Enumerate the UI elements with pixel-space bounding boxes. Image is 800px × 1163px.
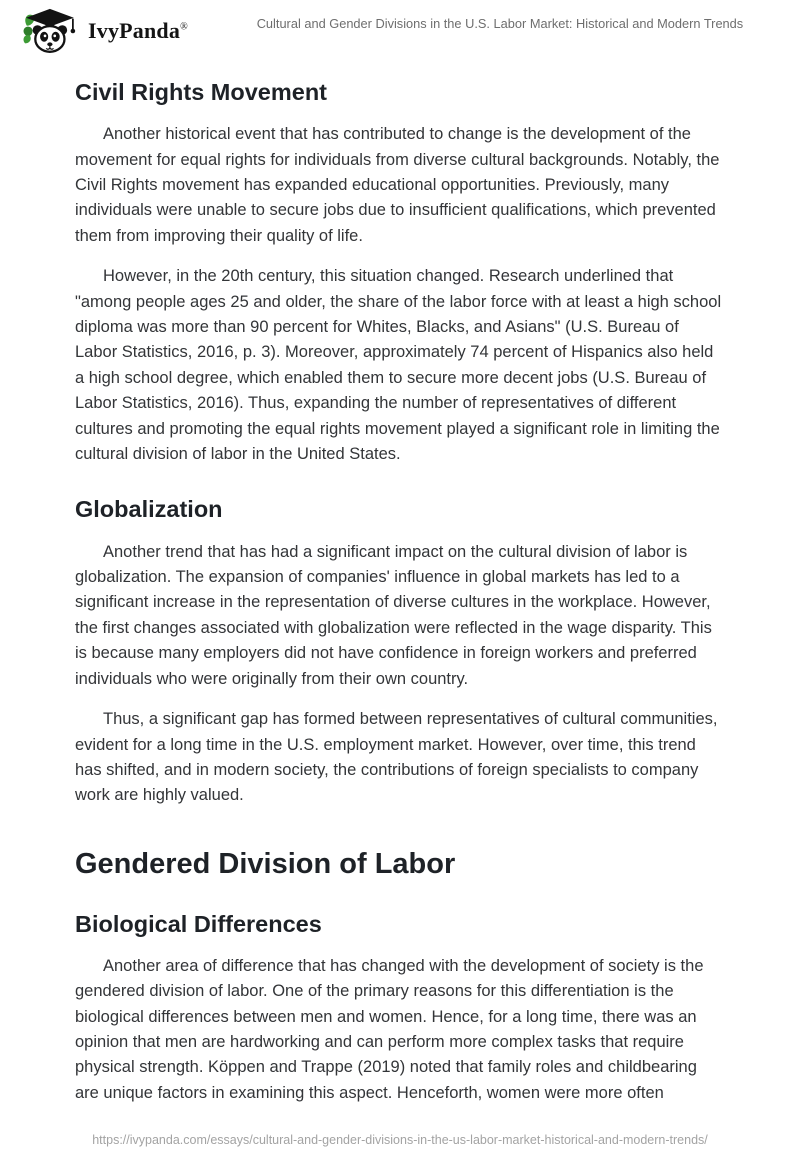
- section-heading-civil-rights-movement: Civil Rights Movement: [75, 79, 328, 105]
- paragraph: Another area of difference that has changed with the development of society is the gendered division of labor. One of the primary reasons for this differentiation is the biological differences between men and women. Hence, for a long time, there was an opinion that men are hardworking and can perform more complex tasks that require physical strength. Köppen and Trappe (2019) noted that family roles and childbearing are unique factors in examining this aspect. Henceforth, women were more often: [75, 956, 704, 1102]
- brand-name: IvyPanda®: [88, 18, 188, 43]
- page-footer: [0, 1121, 800, 1163]
- source-url: https://ivypanda.com/essays/cultural-and-gender-divisions-in-the-us-labor-market-historical-and-modern-trends/: [92, 1133, 708, 1148]
- page-header: [0, 0, 800, 56]
- panda-graduation-cap-icon: [18, 8, 80, 54]
- registered-mark: ®: [180, 21, 188, 33]
- section-heading-biological-differences: Biological Differences: [75, 910, 322, 937]
- document-body: [0, 56, 800, 1121]
- document-title-header: Cultural and Gender Divisions in the U.S. Labor Market: Historical and Modern Trends: [256, 16, 744, 31]
- paragraph: Another historical event that has contributed to change is the development of the movement for equal rights for individuals from diverse cultural backgrounds. Notably, the Civil Rights movement has expanded educational opportunities. Previously, many individuals were unable to secure jobs due to insufficient qualifications, which prevented them from improving their quality of life.: [75, 125, 720, 245]
- paragraph: Thus, a significant gap has formed between representatives of cultural communities, evident for a long time in the U.S. employment market. However, over time, this trend has shifted, and in modern society, the contributions of foreign specialists to company work are highly valued.: [75, 710, 718, 805]
- paragraph: Another trend that has had a significant impact on the cultural division of labor is globalization. The expansion of companies' influence in global markets has led to a significant increase in the representation of diverse cultures in the workplace. However, the first changes associated with globalization were reflected in the wage disparity. This is because many employers did not have confidence in foreign workers and preferred individuals who were originally from their own country.: [75, 542, 712, 688]
- section-heading-globalization: Globalization: [75, 496, 223, 523]
- paragraph: However, in the 20th century, this situation changed. Research underlined that "among people ages 25 and older, the share of the labor force with at least a high school diploma was more than 90 percent for Whites, Blacks, and Asians" (U.S. Bureau of Labor Statistics, 2016, p. 3). Moreover, approximately 74 percent of Hispanics also held a high school degree, which enabled them to secure more decent jobs (U.S. Bureau of Labor Statistics, 2016). Thus, expanding the number of representatives of different cultures and promoting the equal rights movement played a significant role in limiting the cultural division of labor in the United States.: [75, 267, 722, 464]
- ivypanda-logo[interactable]: [18, 8, 188, 54]
- chapter-heading-gendered-division-of-labor: Gendered Division of Labor: [75, 847, 456, 880]
